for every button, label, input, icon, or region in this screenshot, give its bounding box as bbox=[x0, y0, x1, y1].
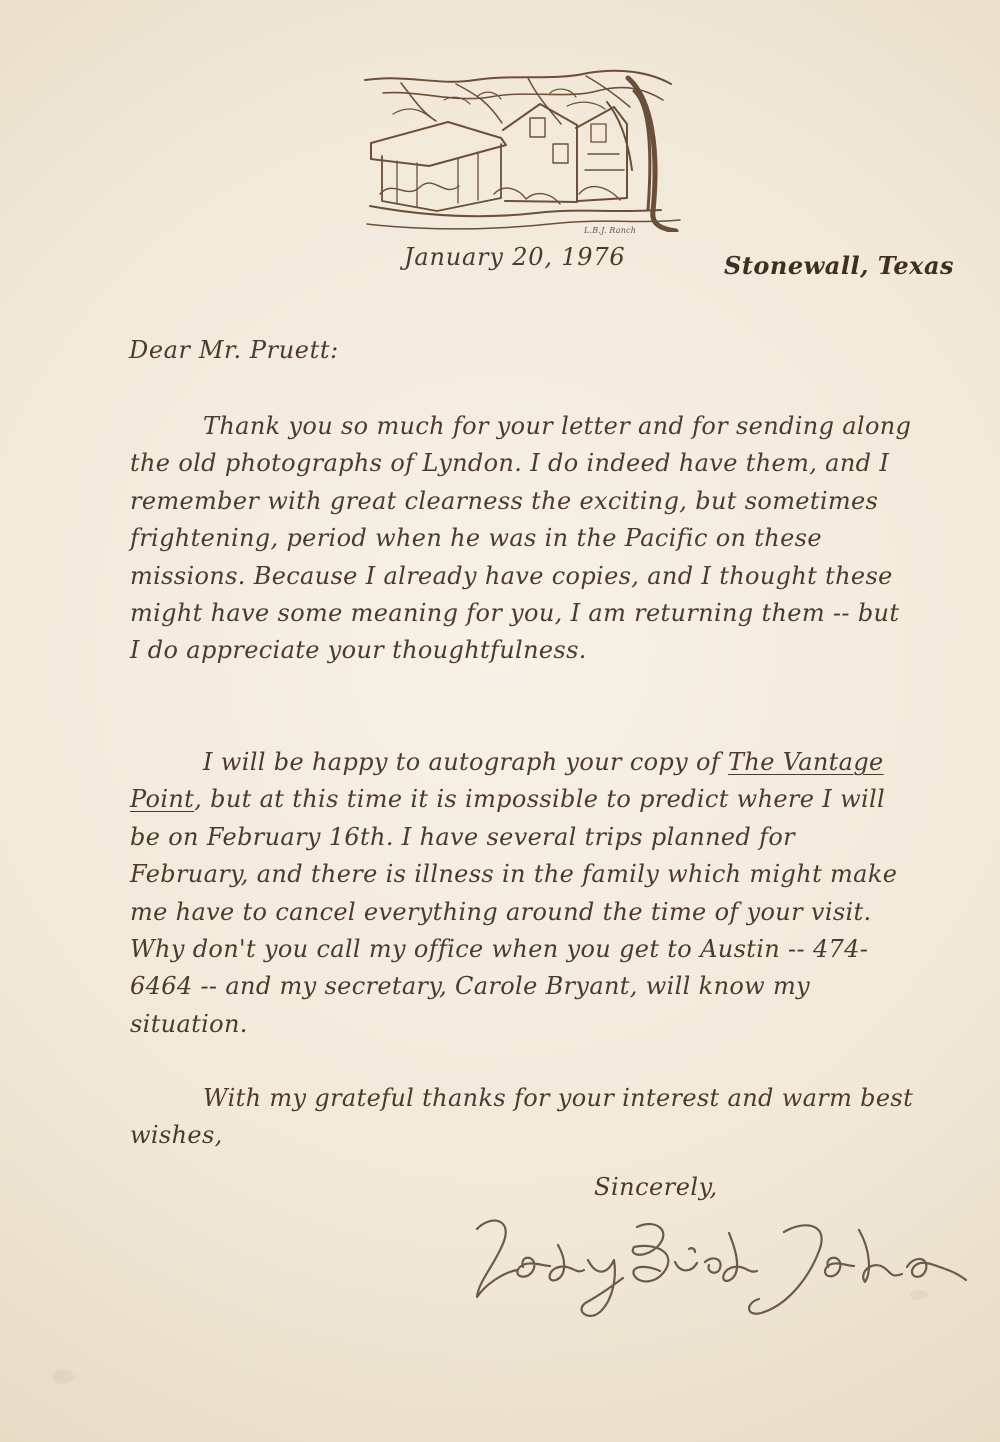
signature bbox=[468, 1212, 968, 1317]
letter-paragraph-1 bbox=[130, 408, 915, 670]
paragraph-2-text-before-title: I will be happy to autograph your copy of bbox=[203, 748, 729, 776]
signature-name bbox=[0, 0, 1, 1]
paragraph-1-text: Thank you so much for your letter and for sending along the old photographs of Lyndon. I do indeed have them, and I remember with great clearness the exciting, but sometimes frightening, period when he was in the Pacific on these missions. Because I already have copies, and I thought these might have some meaning for you, I am returning them -- but I do appreciate your thoughtfulness. bbox=[130, 412, 912, 665]
paragraph-3-text: With my grateful thanks for your interest and warm best wishes, bbox=[130, 1084, 914, 1150]
salutation: Dear Mr. Pruett: bbox=[129, 336, 339, 364]
letter-paragraph-2 bbox=[130, 744, 915, 1043]
letter-date: January 20, 1976 bbox=[404, 243, 626, 271]
ranch-house-sketch-icon bbox=[362, 66, 688, 232]
letter-location: Stonewall, Texas bbox=[724, 251, 955, 280]
closing: Sincerely, bbox=[594, 1173, 718, 1201]
letter-paragraph-3 bbox=[130, 1080, 915, 1155]
book-title: The Vantage Point bbox=[130, 748, 884, 814]
paper-speck bbox=[52, 1370, 74, 1384]
vignette-caption: L.B.J. Ranch bbox=[584, 226, 637, 235]
paragraph-2-text-after-title: , but at this time it is impossible to predict where I will be on February 16th. I have several trips planned for February, and there is illness in the family which might make me have to cancel everything around the time of your visit. Why don't you call my office when you get to Austin -- 474-6464 -- and my secretary, Carole Bryant, will know my situation. bbox=[130, 785, 898, 1038]
